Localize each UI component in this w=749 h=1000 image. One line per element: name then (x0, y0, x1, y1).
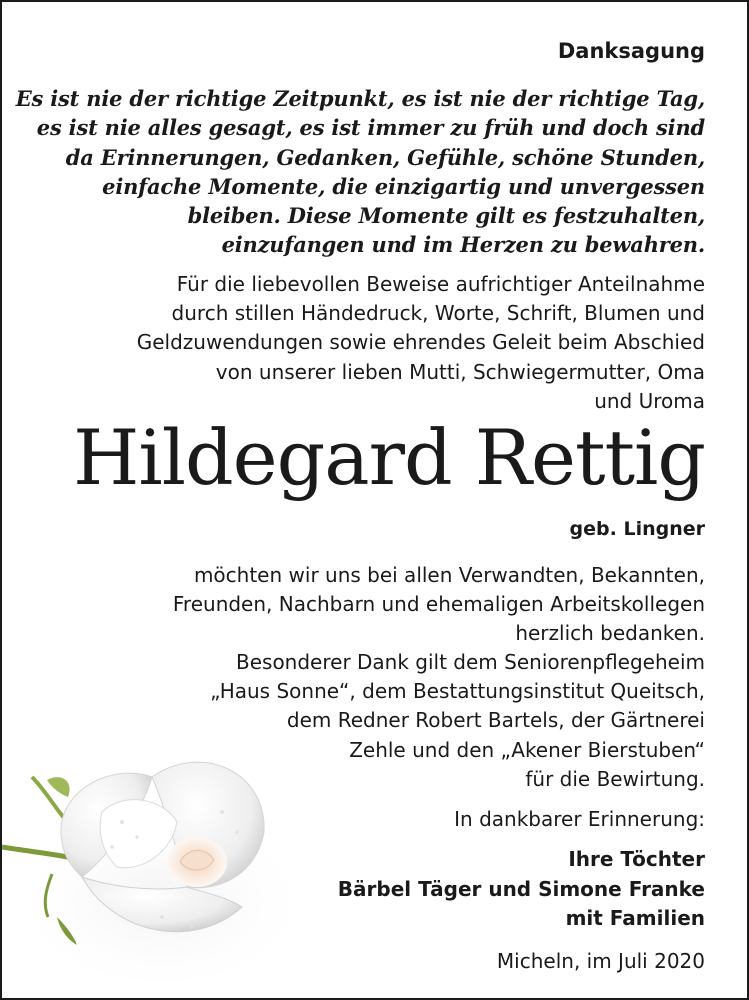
signer-line: mit Familien (565, 906, 705, 930)
poem-line: einzufangen und im Herzen zu bewahren. (221, 232, 705, 258)
poem-line: bleiben. Diese Momente gilt es festzuhalten, (187, 203, 705, 229)
memory-line: In dankbarer Erinnerung: (454, 807, 705, 831)
poem-line: da Erinnerungen, Gedanken, Gefühle, schöne Stunden, (65, 144, 705, 170)
intro-line: durch stillen Händedruck, Worte, Schrift, Blumen und (171, 301, 705, 326)
signers (338, 845, 705, 934)
intro-paragraph (15, 270, 705, 416)
deceased-name: Hildegard Rettig (73, 413, 705, 502)
place-date: Micheln, im Juli 2020 (496, 949, 705, 973)
intro-line: Für die liebevollen Beweise aufrichtiger Anteilnahme (176, 272, 705, 296)
thanks-line: möchten wir uns bei allen Verwandten, Bekannten, (193, 563, 705, 587)
thanks-line: für die Bewirtung. (525, 766, 705, 791)
thanks-line: Zehle und den „Akener Bierstuben“ (349, 737, 705, 762)
poem-line: einfache Momente, die einzigartig und unvergessen (102, 173, 705, 199)
signer-line: Bärbel Täger und Simone Franke (337, 876, 705, 901)
signer-line: Ihre Töchter (568, 847, 705, 871)
intro-line: von unserer lieben Mutti, Schwiegermutter, Oma (215, 359, 705, 384)
thanks-line: dem Redner Robert Bartels, der Gärtnerei (286, 708, 705, 733)
maiden-name: geb. Lingner (569, 518, 705, 540)
poem-verse (15, 84, 705, 260)
thanks-paragraph (15, 561, 705, 794)
thanks-line: „Haus Sonne“, dem Bestattungsinstitut Queitsch, (210, 679, 705, 704)
notice-heading: Danksagung (557, 39, 705, 63)
thanks-line: herzlich bedanken. (515, 621, 705, 646)
intro-line: und Uroma (594, 388, 705, 413)
thanks-line: Freunden, Nachbarn und ehemaligen Arbeitskollegen (172, 592, 705, 617)
poem-line: Es ist nie der richtige Zeitpunkt, es ist nie der richtige Tag, (15, 86, 705, 111)
poem-line: es ist nie alles gesagt, es ist immer zu früh und doch sind (36, 115, 705, 141)
intro-line: Geldzuwendungen sowie ehrendes Geleit beim Abschied (136, 330, 705, 355)
thanks-line: Besonderer Dank gilt dem Seniorenpflegeheim (236, 650, 705, 675)
